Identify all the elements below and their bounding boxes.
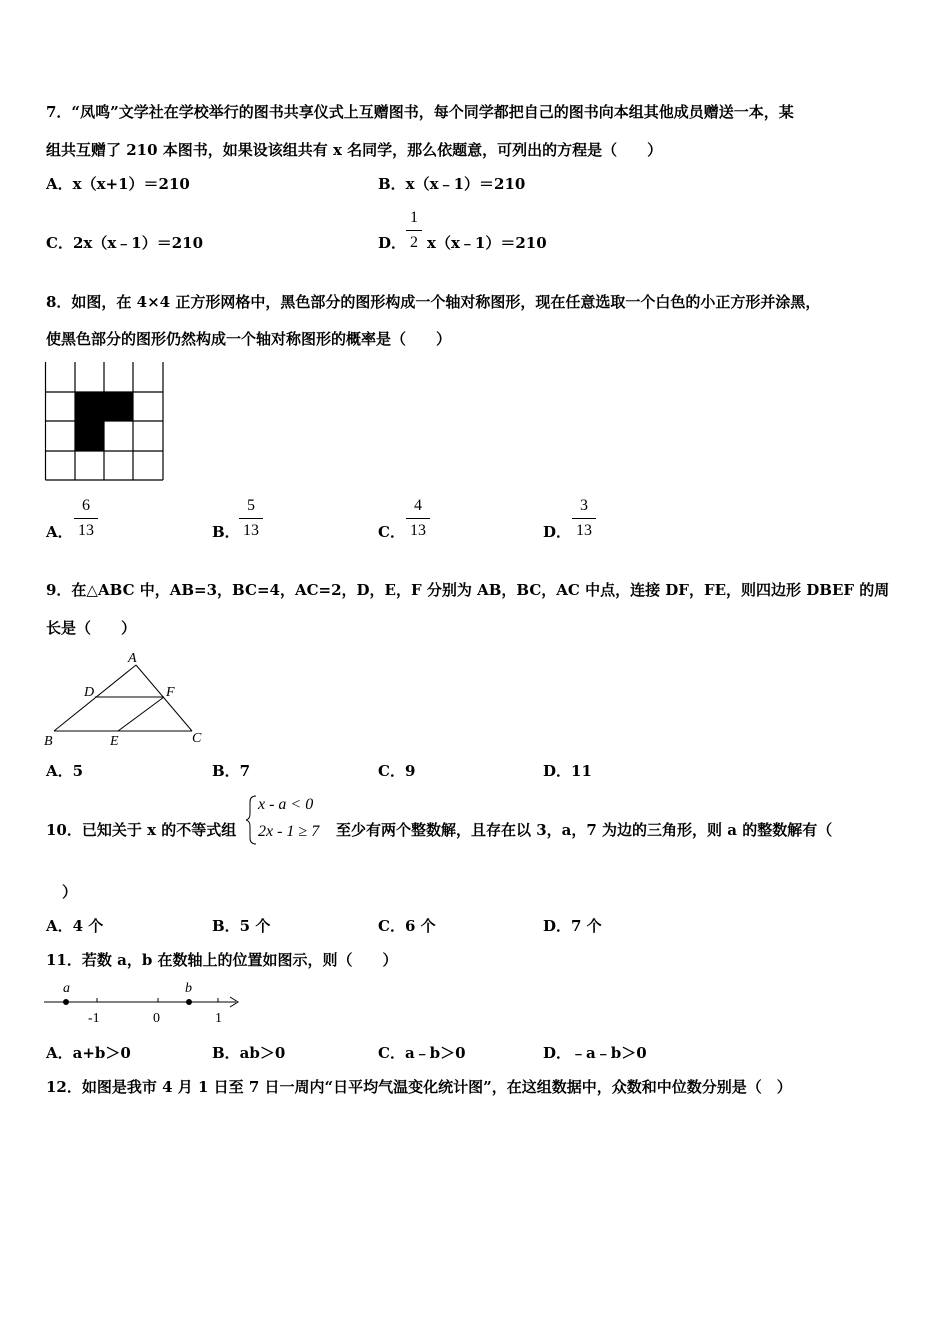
- q10-option-a: A．4 个: [46, 917, 104, 935]
- q10-stem-prefix: 10．已知关于 x 的不等式组: [46, 821, 237, 839]
- label-a: A: [128, 651, 137, 666]
- number-line: [40, 978, 245, 1028]
- fraction-numerator: 4: [414, 497, 422, 514]
- q8-option-a-label: A．: [46, 523, 73, 541]
- q9-option-b: B．7: [212, 762, 251, 780]
- q10-option-c: C．6 个: [378, 917, 436, 935]
- q10-stem-line2: ）: [62, 883, 78, 901]
- tick-label-minus-one: -1: [88, 1011, 100, 1026]
- system-brace: [245, 794, 259, 846]
- label-e: E: [110, 734, 119, 748]
- q10-option-b: B．5 个: [212, 917, 271, 935]
- q7-option-d-expr: x（x﹣1）＝210: [427, 234, 547, 252]
- q9-option-a: A．5: [46, 762, 84, 780]
- point-a: [63, 999, 69, 1005]
- fraction-denominator: 13: [410, 522, 426, 539]
- q8-option-b-label: B．: [212, 523, 240, 541]
- q8-option-c-label: C．: [378, 523, 405, 541]
- q9-option-d: D．11: [543, 762, 592, 780]
- q7-option-c: C．2x（x﹣1）＝210: [46, 234, 204, 252]
- q8-option-b-fraction: [237, 495, 265, 542]
- label-a: a: [63, 981, 70, 996]
- segment-fe: [118, 697, 164, 731]
- side-ac: [136, 665, 192, 731]
- q7-option-d-fraction: [404, 207, 424, 254]
- q8-option-a-fraction: [72, 495, 100, 542]
- label-c: C: [192, 731, 202, 746]
- q10-inequality-2: 2x - 1 ≥ 7: [258, 823, 320, 840]
- point-b: [186, 999, 192, 1005]
- q11-option-d: D．﹣a﹣b＞0: [543, 1044, 647, 1062]
- q12-stem: 12．如图是我市 4 月 1 日至 7 日一周内“日平均气温变化统计图”，在这组数据中，众数和中位数分别是（ ）: [46, 1078, 792, 1096]
- black-shape-bottom: [75, 421, 104, 451]
- label-f: F: [166, 685, 175, 700]
- q8-option-d-fraction: [570, 495, 598, 542]
- q8-option-c-fraction: [404, 495, 432, 542]
- fraction-numerator: 1: [410, 209, 418, 226]
- q8-stem-line1: 8．如图，在 4×4 正方形网格中，黑色部分的图形构成一个轴对称图形，现在任意选取一个白色的小正方形并涂黑，: [46, 293, 821, 311]
- q9-option-c: C．9: [378, 762, 416, 780]
- q7-stem-line2: 组共互赠了 210 本图书，如果设该组共有 x 名同学，那么依题意，可列出的方程是（ ）: [46, 141, 663, 159]
- q11-stem: 11．若数 a，b 在数轴上的位置如图示，则（ ）: [46, 951, 398, 969]
- q7-option-a: A．x（x+1）＝210: [46, 175, 190, 193]
- q7-option-b: B．x（x﹣1）＝210: [378, 175, 526, 193]
- q10-option-d: D．7 个: [543, 917, 602, 935]
- q11-option-c: C．a﹣b＞0: [378, 1044, 466, 1062]
- q9-stem-line1: 9．在△ABC 中，AB=3，BC=4，AC=2，D，E，F 分别为 AB，BC，AC 中点，连接 DF，FE，则四边形 DBEF 的周: [46, 581, 890, 599]
- q9-stem-line2: 长是（ ）: [46, 619, 137, 637]
- fraction-denominator: 13: [576, 522, 592, 539]
- q8-option-d-label: D．: [543, 523, 572, 541]
- q11-option-b: B．ab＞0: [212, 1044, 286, 1062]
- tick-label-one: 1: [215, 1011, 222, 1026]
- side-ab: [54, 665, 136, 731]
- label-d: D: [84, 685, 95, 700]
- fraction-denominator: 13: [243, 522, 259, 539]
- q10-stem-suffix: 至少有两个整数解，且存在以 3，a，7 为边的三角形，则 a 的整数解有（: [336, 821, 833, 839]
- triangle-figure: [40, 648, 220, 748]
- q8-stem-line2: 使黑色部分的图形仍然构成一个轴对称图形的概率是（ ）: [46, 330, 452, 348]
- label-b: b: [185, 981, 192, 996]
- q7-option-d-prefix: D．: [378, 234, 407, 252]
- grid-figure: [44, 361, 168, 485]
- fraction-numerator: 3: [580, 497, 588, 514]
- q7-stem-line1: 7．“凤鸣”文学社在学校举行的图书共享仪式上互赠图书，每个同学都把自己的图书向本组其他成员赠送一本，某: [46, 103, 794, 121]
- fraction-denominator: 13: [78, 522, 94, 539]
- q11-option-a: A．a+b＞0: [46, 1044, 131, 1062]
- fraction-numerator: 5: [247, 497, 255, 514]
- fraction-numerator: 6: [82, 497, 90, 514]
- fraction-denominator: 2: [410, 234, 418, 251]
- tick-label-zero: 0: [153, 1011, 160, 1026]
- q10-inequality-1: x - a < 0: [258, 796, 314, 813]
- label-b: B: [44, 734, 53, 748]
